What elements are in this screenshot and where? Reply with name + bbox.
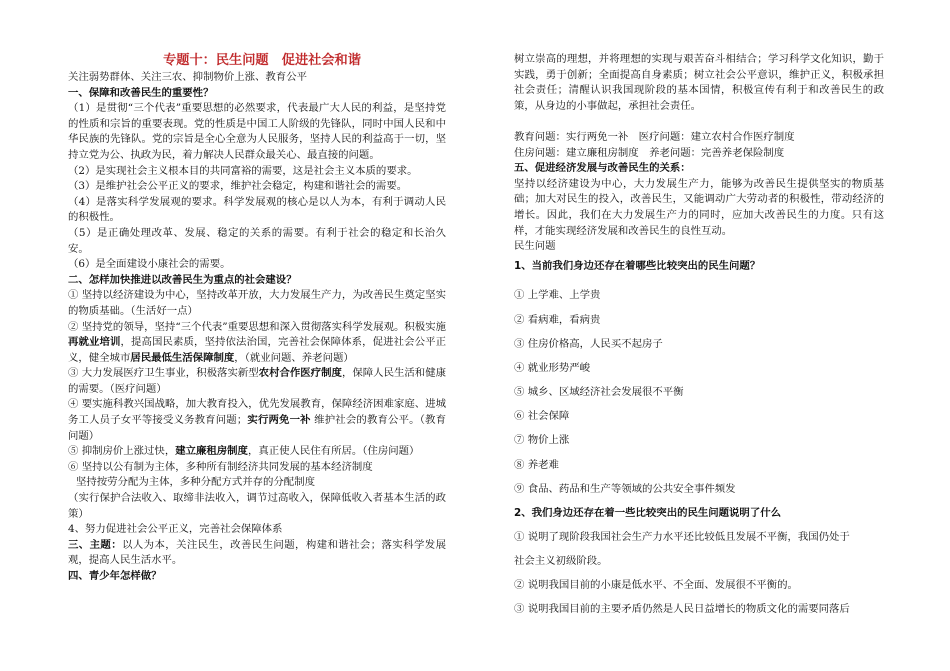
s2-item-6c: （实行保护合法收入、取缔非法收入，调节过高收入，保障低收入者基本生活的政策） <box>68 492 446 520</box>
summary-line-1: 教育问题：实行两免一补 医疗问题：建立农村合作医疗制度 <box>514 130 795 143</box>
q2-answer-2: ② 说明我国目前的小康是低水平、不全面、发展很不平衡的。 <box>514 578 798 591</box>
s2-item-1: ① 坚持以经济建设为中心，坚持改革开放，大力发展生产力，为改善民生奠定坚实的物质基础。（生活好一点） <box>68 289 446 317</box>
q1-list <box>514 288 884 497</box>
list-item: ⑨ 食品、药品和生产等领域的公共安全事件频发 <box>514 482 736 495</box>
s4-text: 树立崇高的理想，并将理想的实现与艰苦奋斗相结合；学习科学文化知识，勤于实践，勇于创新；全面提高自身素质；树立社会公平意识，维护正义，积极承担社会责任；清醒认识我国现阶段的基本国情，积极宣传有利于和改善民生的政策，从身边的小事做起，承担社会责任。 <box>514 53 884 112</box>
s1-paragraph-6: （6）是全面建设小康社会的需要。 <box>68 258 231 271</box>
subtitle: 关注弱势群体、关注三农、抑制物价上涨、教育公平 <box>68 71 307 83</box>
s2-item-7: 4、努力促进社会公平正义，完善社会保障体系 <box>68 523 283 536</box>
s5-text: 坚持以经济建设为中心，大力发展生产力，能够为改善民生提供坚实的物质基础；加大对民生的投入，改善民生，又能调动广大劳动者的积极性，带动经济的增长。因此，我们在大力发展生产力的同时，应加大改善民生的力度。只有这样，才能实现经济发展和改善民生的良性互动。 <box>514 177 884 237</box>
s2-item-6: ⑥ 坚持以公有制为主体，多种所有制经济共同发展的基本经济制度 <box>68 460 373 473</box>
section4-heading: 四、青少年怎样做？ <box>68 570 162 582</box>
s5-tail: 民生问题 <box>514 240 556 253</box>
q2-list <box>514 530 884 618</box>
s2-item-6b: 坚持按劳分配为主体，多种分配方式并存的分配制度 <box>76 476 315 489</box>
list-item: ⑦ 物价上涨 <box>514 434 570 447</box>
list-item: ③ 住房价格高，人民买不起房子 <box>514 337 663 350</box>
left-column <box>68 52 446 585</box>
page-title: 专题十：民生问题 促进社会和谐 <box>163 53 361 68</box>
s1-paragraph-4: （4）是落实科学发展观的要求。科学发展观的核心是以人为本，有利于调动人民的积极性。 <box>68 195 446 224</box>
s1-paragraph-2: （2）是实现社会主义根本目的共同富裕的需要，这是社会主义本质的要求。 <box>68 164 418 177</box>
s2-item-5: ⑤ 抑制房价上涨过快，建立廉租房制度，真正使人民住有所居。（住房问题） <box>68 445 420 458</box>
s1-paragraph-1: （1）是贯彻“三个代表”重要思想的必然要求，代表最广大人民的利益，是坚持党的性质和宗旨的重要表现。党的性质是中国工人阶级的先锋队，同时中国人民和中华民族的先锋队。党的宗旨是全心全意为人民服务，坚持人民的利益高于一切，坚持立党为公、执政为民，着力解决人民群众最关心、最直接的问题。 <box>68 102 446 161</box>
list-item: ② 看病难，看病贵 <box>514 313 601 326</box>
list-item: ④ 就业形势严峻 <box>514 361 591 374</box>
list-item: ⑧ 养老难 <box>514 458 559 471</box>
s2-item-3: ③ 大力发展医疗卫生事业，积极落实新型农村合作医疗制度，保障人民生活和健康的需要。（医疗问题） <box>68 367 446 395</box>
q2-answer-3: ③ 说明我国目前的主要矛盾仍然是人民日益增长的物质文化的需要同落后 <box>514 603 850 616</box>
s2-item-4: ④ 要实施科教兴国战略，加大教育投入，优先发展教育，保障经济困难家庭、进城务工人员子女平等接受义务教育问题；实行两免一补 维护社会的教育公平。（教育问题） <box>68 398 447 442</box>
q2-heading: 2、我们身边还存在着一些比较突出的民生问题说明了什么 <box>514 507 781 519</box>
q2-answer-1b: 社会主义初级阶段。 <box>514 554 608 567</box>
s2-item-2: ② 坚持党的领导，坚持“三个代表”重要思想和深入贯彻落实科学发展观。积极实施再就业培训，提高国民素质，坚持依法治国，完善社会保障体系，促进社会公平正义，健全城市居民最低生活保障制度，（就业问题、养老问题） <box>68 320 446 364</box>
q1-heading: 1、当前我们身边还存在着哪些比较突出的民生问题？ <box>514 259 761 272</box>
section1-heading: 一、保障和改善民生的重要性？ <box>68 86 214 99</box>
q2-answer-1: ① 说明了现阶段我国社会生产力水平还比较低且发展不平衡，我国仍处于 <box>514 530 850 543</box>
list-item: ⑤ 城乡、区域经济社会发展很不平衡 <box>514 386 684 399</box>
section2-heading: 二、怎样加快推进以改善民生为重点的社会建设？ <box>68 273 297 286</box>
s1-paragraph-5: （5）是正确处理改革、发展、稳定的关系的需要。有利于社会的稳定和长治久安。 <box>68 226 446 255</box>
section3-theme: 三、主题：以人为本，关注民生，改善民生问题，构建和谐社会；落实科学发展观，提高人民生活水平。 <box>68 538 446 567</box>
section5-heading: 五、促进经济发展与改善民生的关系： <box>514 162 691 175</box>
list-item: ① 上学难、上学贵 <box>514 289 601 302</box>
right-column <box>514 52 884 626</box>
s1-paragraph-3: （3）是维护社会公平正义的要求，维护社会稳定，构建和谐社会的需要。 <box>68 180 408 193</box>
summary-line-2: 住房问题：建立廉租房制度 养老问题：完善养老保险制度 <box>514 146 785 159</box>
list-item: ⑥ 社会保障 <box>514 410 570 423</box>
